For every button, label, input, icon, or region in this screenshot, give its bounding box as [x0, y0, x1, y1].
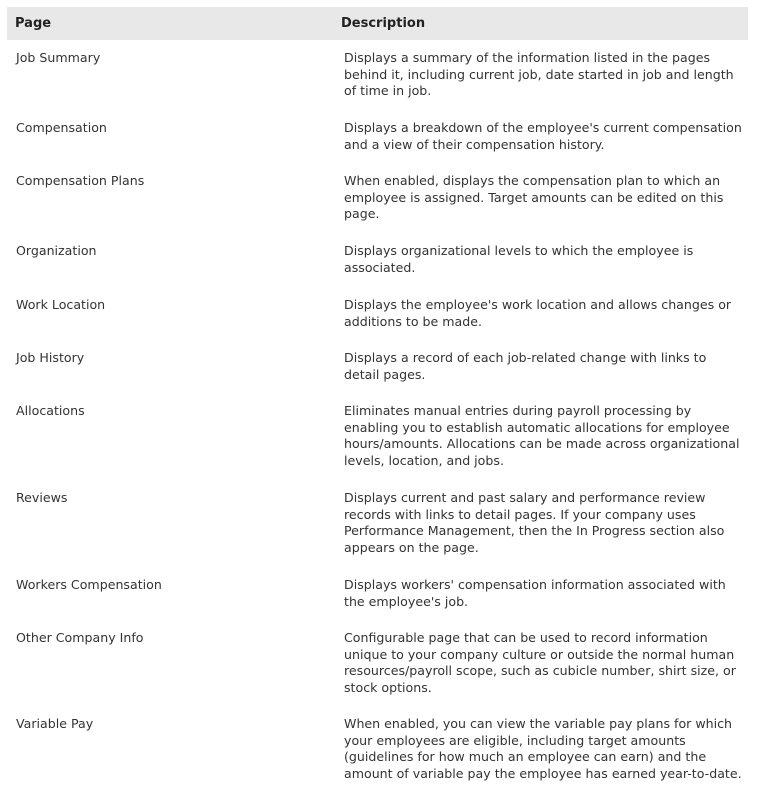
table-row [7, 163, 748, 233]
table-row [7, 233, 748, 287]
row-description: Configurable page that can be used to record information unique to your company culture or outside the normal human resources/payroll scope, such as cubicle number, shirt size, or stock options. [344, 630, 736, 695]
row-description: Displays current and past salary and performance review records with links to detail pages. If your company uses Performance Management, then the In Progress section also appears on the page. [344, 490, 725, 555]
header-description: Description [341, 16, 426, 31]
table-header [7, 7, 748, 40]
row-page: Compensation [16, 120, 107, 135]
row-description: Eliminates manual entries during payroll processing by enabling you to establish automatic allocations for employee hours/amounts. Allocations can be made across organizational levels, location, and jobs. [344, 403, 740, 468]
row-page: Work Location [16, 297, 106, 312]
table-row [7, 287, 748, 340]
row-page: Job Summary [16, 50, 101, 65]
table-row [7, 480, 748, 567]
row-description: Displays a record of each job-related change with links to detail pages. [344, 350, 707, 382]
table-row [7, 393, 748, 480]
row-page: Workers Compensation [16, 577, 162, 592]
row-page: Reviews [16, 490, 68, 505]
pages-table [7, 7, 748, 792]
row-page: Organization [16, 243, 97, 258]
row-page: Allocations [16, 403, 85, 418]
table-row [7, 706, 748, 792]
row-description: Displays workers' compensation information associated with the employee's job. [344, 577, 726, 609]
row-description: Displays the employee's work location and allows changes or additions to be made. [344, 297, 732, 329]
row-page: Other Company Info [16, 630, 144, 645]
table-row [7, 110, 748, 163]
row-page: Compensation Plans [16, 173, 145, 188]
table-row [7, 340, 748, 393]
row-description: Displays organizational levels to which the employee is associated. [344, 243, 694, 275]
row-page: Job History [16, 350, 85, 365]
row-description: When enabled, displays the compensation plan to which an employee is assigned. Target amounts can be edited on this page. [344, 173, 724, 221]
table-row [7, 620, 748, 706]
row-page: Variable Pay [16, 716, 94, 731]
table-row [7, 40, 748, 110]
row-description: Displays a summary of the information listed in the pages behind it, including current job, date started in job and length of time in job. [344, 50, 734, 98]
row-description: Displays a breakdown of the employee's current compensation and a view of their compensation history. [344, 120, 742, 152]
header-page: Page [15, 16, 52, 31]
row-description: When enabled, you can view the variable pay plans for which your employees are eligible, including target amounts (guidelines for how much an employee can earn) and the amount of variable pay the employee has earned year-to-date. [344, 716, 742, 781]
table-row [7, 567, 748, 620]
